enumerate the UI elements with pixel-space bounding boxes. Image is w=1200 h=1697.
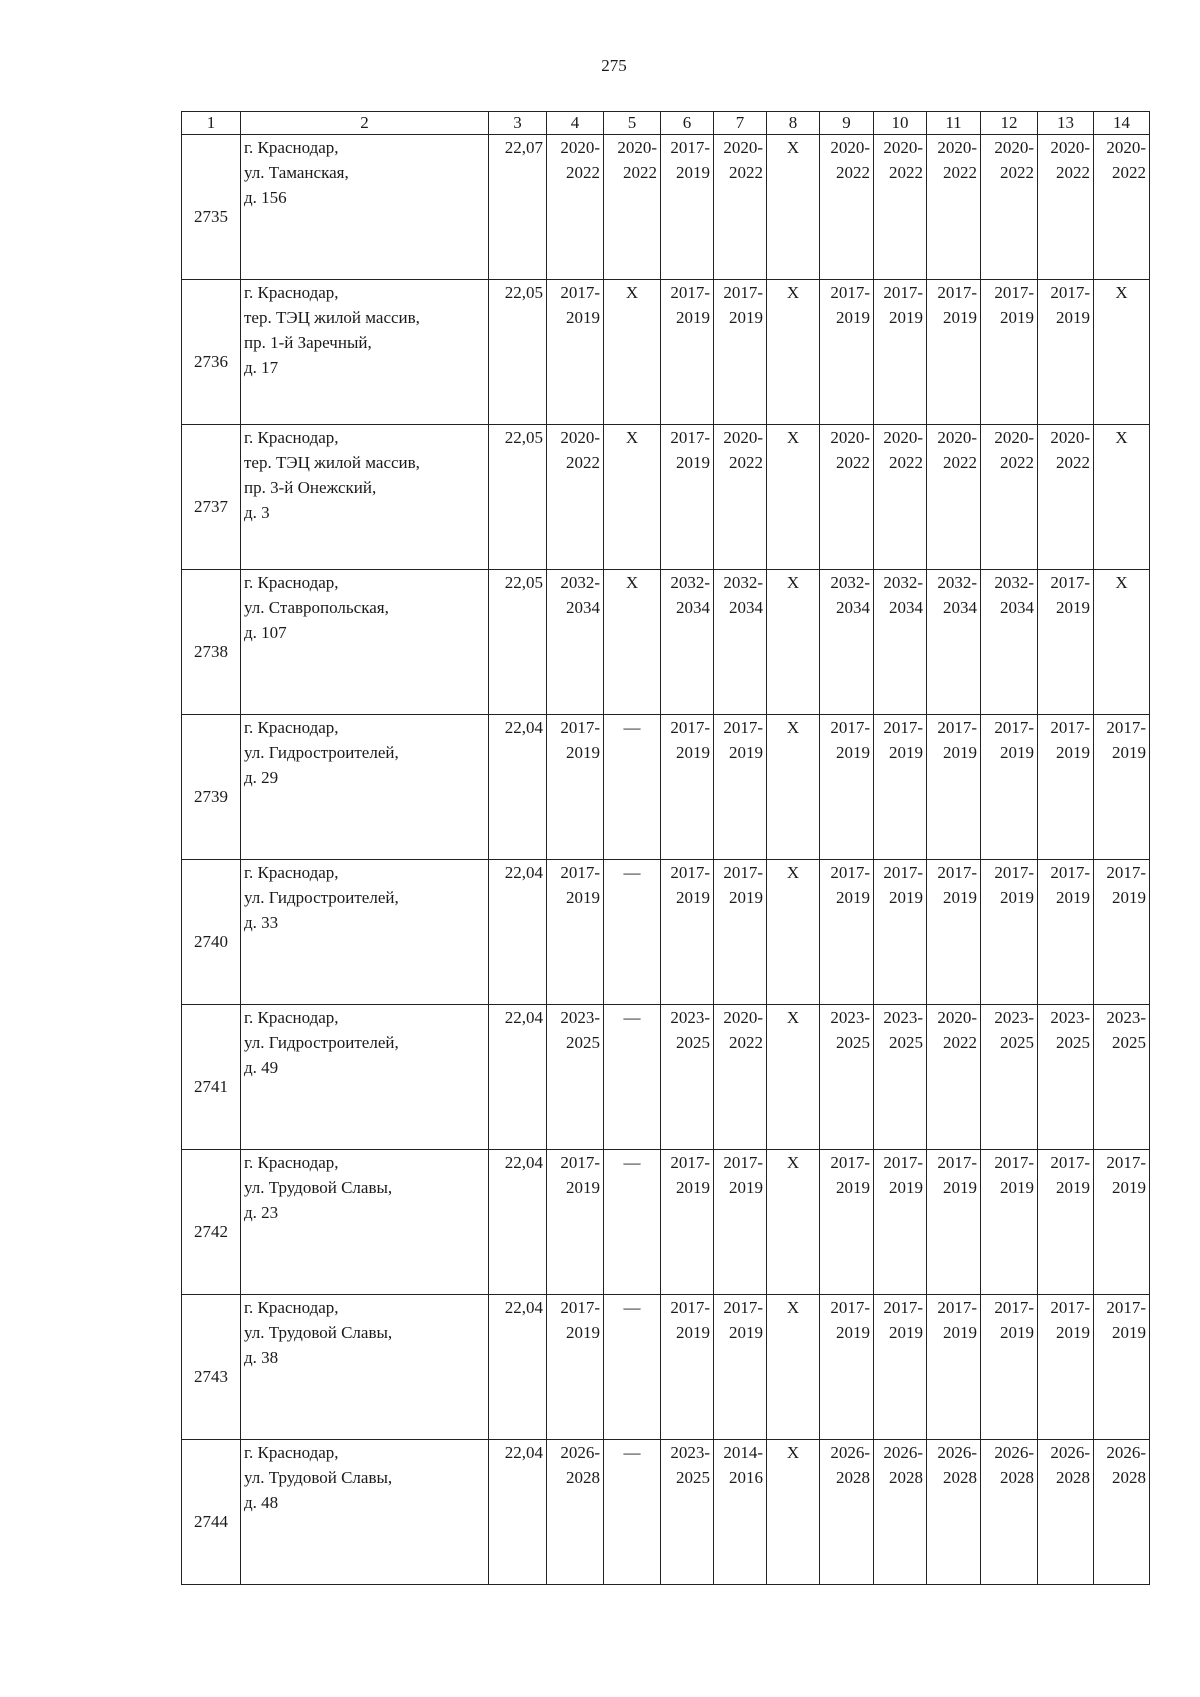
period-cell: 2020- 2022 (820, 135, 874, 280)
address-line: д. 38 (244, 1348, 279, 1367)
column-header: 6 (661, 112, 714, 135)
period-cell: X (1094, 425, 1150, 570)
period-cell: X (1094, 280, 1150, 425)
address-line: д. 33 (244, 913, 279, 932)
row-number: 2738 (182, 570, 241, 715)
period-cell: 2017- 2019 (661, 860, 714, 1005)
table-row (182, 280, 1150, 425)
period-cell: 2017- 2019 (820, 1150, 874, 1295)
column-header: 2 (241, 112, 489, 135)
period-cell: 2017- 2019 (714, 280, 767, 425)
period-cell: 2017- 2019 (714, 860, 767, 1005)
period-cell: 2020- 2022 (604, 135, 661, 280)
address-line: д. 48 (244, 1493, 279, 1512)
period-cell: — (604, 1295, 661, 1440)
period-cell: 2017- 2019 (927, 715, 981, 860)
period-cell: 2023- 2025 (820, 1005, 874, 1150)
table-row (182, 860, 1150, 1005)
table-row (182, 715, 1150, 860)
address-line: д. 107 (244, 623, 287, 642)
period-cell: 2023- 2025 (661, 1440, 714, 1585)
address-cell (241, 715, 489, 860)
address-line: г. Краснодар, (244, 428, 339, 447)
period-cell: 2023- 2025 (547, 1005, 604, 1150)
period-cell: 2017- 2019 (1094, 860, 1150, 1005)
period-cell: 2017- 2019 (981, 1295, 1038, 1440)
period-cell: 2017- 2019 (661, 280, 714, 425)
address-line: ул. Гидростроителей, (244, 888, 399, 907)
period-cell: 2020- 2022 (547, 425, 604, 570)
period-cell: 2026- 2028 (1038, 1440, 1094, 1585)
period-cell: 2017- 2019 (981, 1150, 1038, 1295)
period-cell: 2017- 2019 (981, 860, 1038, 1005)
period-cell: 2023- 2025 (661, 1005, 714, 1150)
period-cell: X (767, 1005, 820, 1150)
period-cell: 2020- 2022 (1094, 135, 1150, 280)
address-line: ул. Гидростроителей, (244, 1033, 399, 1052)
period-cell: 2020- 2022 (927, 1005, 981, 1150)
address-line: д. 49 (244, 1058, 279, 1077)
period-cell: X (767, 1440, 820, 1585)
row-number: 2741 (182, 1005, 241, 1150)
period-cell: 2017- 2019 (927, 860, 981, 1005)
row-number: 2737 (182, 425, 241, 570)
address-cell (241, 570, 489, 715)
period-cell: 2020- 2022 (981, 425, 1038, 570)
period-cell: 2017- 2019 (547, 1150, 604, 1295)
column-header: 11 (927, 112, 981, 135)
period-cell: 2032- 2034 (661, 570, 714, 715)
period-cell: 2032- 2034 (547, 570, 604, 715)
area-cell: 22,04 (489, 1150, 547, 1295)
period-cell: X (767, 715, 820, 860)
table-row (182, 425, 1150, 570)
address-line: д. 23 (244, 1203, 279, 1222)
period-cell: 2017- 2019 (1094, 1295, 1150, 1440)
period-cell: — (604, 1440, 661, 1585)
address-line: тер. ТЭЦ жилой массив, (244, 453, 420, 472)
address-cell (241, 1005, 489, 1150)
page-number: 275 (601, 56, 627, 75)
period-cell: 2017- 2019 (874, 715, 927, 860)
period-cell: X (604, 425, 661, 570)
period-cell: 2017- 2019 (874, 280, 927, 425)
period-cell: 2026- 2028 (874, 1440, 927, 1585)
row-number: 2742 (182, 1150, 241, 1295)
period-cell: 2020- 2022 (874, 135, 927, 280)
column-header: 7 (714, 112, 767, 135)
period-cell: 2017- 2019 (714, 1295, 767, 1440)
period-cell: 2017- 2019 (1038, 280, 1094, 425)
period-cell: X (767, 135, 820, 280)
column-header: 14 (1094, 112, 1150, 135)
table-row (182, 570, 1150, 715)
period-cell: 2017- 2019 (1094, 1150, 1150, 1295)
period-cell: 2017- 2019 (874, 860, 927, 1005)
period-cell: 2017- 2019 (874, 1295, 927, 1440)
period-cell: 2017- 2019 (927, 1150, 981, 1295)
address-line: пр. 1-й Заречный, (244, 333, 372, 352)
period-cell: 2017- 2019 (1038, 860, 1094, 1005)
address-line: д. 156 (244, 188, 287, 207)
address-line: д. 17 (244, 358, 279, 377)
period-cell: 2020- 2022 (714, 425, 767, 570)
period-cell: — (604, 715, 661, 860)
address-line: тер. ТЭЦ жилой массив, (244, 308, 420, 327)
period-cell: 2032- 2034 (820, 570, 874, 715)
address-cell (241, 1295, 489, 1440)
table-row (182, 1150, 1150, 1295)
column-header: 8 (767, 112, 820, 135)
period-cell: 2017- 2019 (661, 1150, 714, 1295)
address-line: г. Краснодар, (244, 863, 339, 882)
period-cell: 2017- 2019 (661, 1295, 714, 1440)
address-line: г. Краснодар, (244, 1298, 339, 1317)
period-cell: 2017- 2019 (714, 715, 767, 860)
period-cell: 2017- 2019 (661, 425, 714, 570)
period-cell: 2017- 2019 (1038, 1295, 1094, 1440)
period-cell: 2023- 2025 (874, 1005, 927, 1150)
period-cell: 2023- 2025 (1094, 1005, 1150, 1150)
period-cell: X (767, 280, 820, 425)
column-header: 4 (547, 112, 604, 135)
period-cell: 2014- 2016 (714, 1440, 767, 1585)
period-cell: — (604, 1150, 661, 1295)
area-cell: 22,05 (489, 280, 547, 425)
period-cell: 2017- 2019 (1038, 1150, 1094, 1295)
column-header: 3 (489, 112, 547, 135)
address-line: ул. Трудовой Славы, (244, 1468, 393, 1487)
period-cell: 2026- 2028 (927, 1440, 981, 1585)
period-cell: 2020- 2022 (1038, 425, 1094, 570)
period-cell: 2026- 2028 (981, 1440, 1038, 1585)
address-cell (241, 1150, 489, 1295)
period-cell: 2023- 2025 (1038, 1005, 1094, 1150)
period-cell: 2017- 2019 (981, 715, 1038, 860)
address-cell (241, 280, 489, 425)
area-cell: 22,05 (489, 425, 547, 570)
period-cell: — (604, 1005, 661, 1150)
area-cell: 22,04 (489, 715, 547, 860)
address-cell (241, 425, 489, 570)
address-line: г. Краснодар, (244, 718, 339, 737)
period-cell: 2017- 2019 (714, 1150, 767, 1295)
address-line: пр. 3-й Онежский, (244, 478, 377, 497)
period-cell: 2020- 2022 (927, 135, 981, 280)
area-cell: 22,07 (489, 135, 547, 280)
period-cell: 2017- 2019 (661, 715, 714, 860)
period-cell: X (604, 570, 661, 715)
period-cell: 2032- 2034 (714, 570, 767, 715)
area-cell: 22,04 (489, 1005, 547, 1150)
table-row (182, 1005, 1150, 1150)
row-number: 2739 (182, 715, 241, 860)
column-header: 12 (981, 112, 1038, 135)
period-cell: 2017- 2019 (547, 280, 604, 425)
address-line: ул. Ставропольская, (244, 598, 389, 617)
period-cell: X (767, 425, 820, 570)
address-line: г. Краснодар, (244, 1008, 339, 1027)
period-cell: 2020- 2022 (547, 135, 604, 280)
period-cell: 2017- 2019 (820, 1295, 874, 1440)
period-cell: X (604, 280, 661, 425)
column-header: 9 (820, 112, 874, 135)
period-cell: 2017- 2019 (820, 715, 874, 860)
address-line: г. Краснодар, (244, 138, 339, 157)
address-line: д. 3 (244, 503, 270, 522)
period-cell: 2017- 2019 (820, 860, 874, 1005)
period-cell: 2020- 2022 (981, 135, 1038, 280)
area-cell: 22,04 (489, 860, 547, 1005)
address-cell (241, 135, 489, 280)
period-cell: 2026- 2028 (820, 1440, 874, 1585)
period-cell: 2020- 2022 (714, 135, 767, 280)
row-number: 2744 (182, 1440, 241, 1585)
period-cell: 2020- 2022 (820, 425, 874, 570)
address-cell (241, 860, 489, 1005)
row-number: 2735 (182, 135, 241, 280)
period-cell: 2017- 2019 (547, 715, 604, 860)
period-cell: 2017- 2019 (547, 860, 604, 1005)
period-cell: 2017- 2019 (927, 280, 981, 425)
period-cell: 2017- 2019 (1038, 715, 1094, 860)
address-line: ул. Трудовой Славы, (244, 1178, 393, 1197)
period-cell: 2017- 2019 (661, 135, 714, 280)
period-cell: 2023- 2025 (981, 1005, 1038, 1150)
address-line: ул. Таманская, (244, 163, 349, 182)
period-cell: 2017- 2019 (820, 280, 874, 425)
column-header: 10 (874, 112, 927, 135)
row-number: 2740 (182, 860, 241, 1005)
table-body (182, 135, 1150, 1585)
address-line: ул. Гидростроителей, (244, 743, 399, 762)
period-cell: X (767, 860, 820, 1005)
address-line: г. Краснодар, (244, 573, 339, 592)
address-line: г. Краснодар, (244, 1443, 339, 1462)
period-cell: 2017- 2019 (927, 1295, 981, 1440)
table-row (182, 1440, 1150, 1585)
area-cell: 22,04 (489, 1295, 547, 1440)
period-cell: 2017- 2019 (874, 1150, 927, 1295)
period-cell: 2017- 2019 (981, 280, 1038, 425)
period-cell: X (767, 570, 820, 715)
period-cell: 2017- 2019 (1094, 715, 1150, 860)
period-cell: 2032- 2034 (927, 570, 981, 715)
period-cell: 2020- 2022 (714, 1005, 767, 1150)
area-cell: 22,04 (489, 1440, 547, 1585)
period-cell: 2032- 2034 (981, 570, 1038, 715)
area-cell: 22,05 (489, 570, 547, 715)
period-cell: X (767, 1150, 820, 1295)
period-cell: — (604, 860, 661, 1005)
row-number: 2736 (182, 280, 241, 425)
period-cell: 2026- 2028 (547, 1440, 604, 1585)
period-cell: 2032- 2034 (874, 570, 927, 715)
address-line: г. Краснодар, (244, 283, 339, 302)
period-cell: 2020- 2022 (927, 425, 981, 570)
table-header (182, 112, 1150, 135)
period-cell: X (767, 1295, 820, 1440)
period-cell: 2020- 2022 (1038, 135, 1094, 280)
table-row (182, 1295, 1150, 1440)
register-table (181, 111, 1150, 1585)
address-line: г. Краснодар, (244, 1153, 339, 1172)
column-header: 1 (182, 112, 241, 135)
period-cell: 2017- 2019 (1038, 570, 1094, 715)
address-line: ул. Трудовой Славы, (244, 1323, 393, 1342)
period-cell: 2017- 2019 (547, 1295, 604, 1440)
row-number: 2743 (182, 1295, 241, 1440)
period-cell: X (1094, 570, 1150, 715)
address-cell (241, 1440, 489, 1585)
table-row (182, 135, 1150, 280)
column-header: 13 (1038, 112, 1094, 135)
period-cell: 2026- 2028 (1094, 1440, 1150, 1585)
address-line: д. 29 (244, 768, 279, 787)
header-row (182, 112, 1150, 135)
period-cell: 2020- 2022 (874, 425, 927, 570)
column-header: 5 (604, 112, 661, 135)
